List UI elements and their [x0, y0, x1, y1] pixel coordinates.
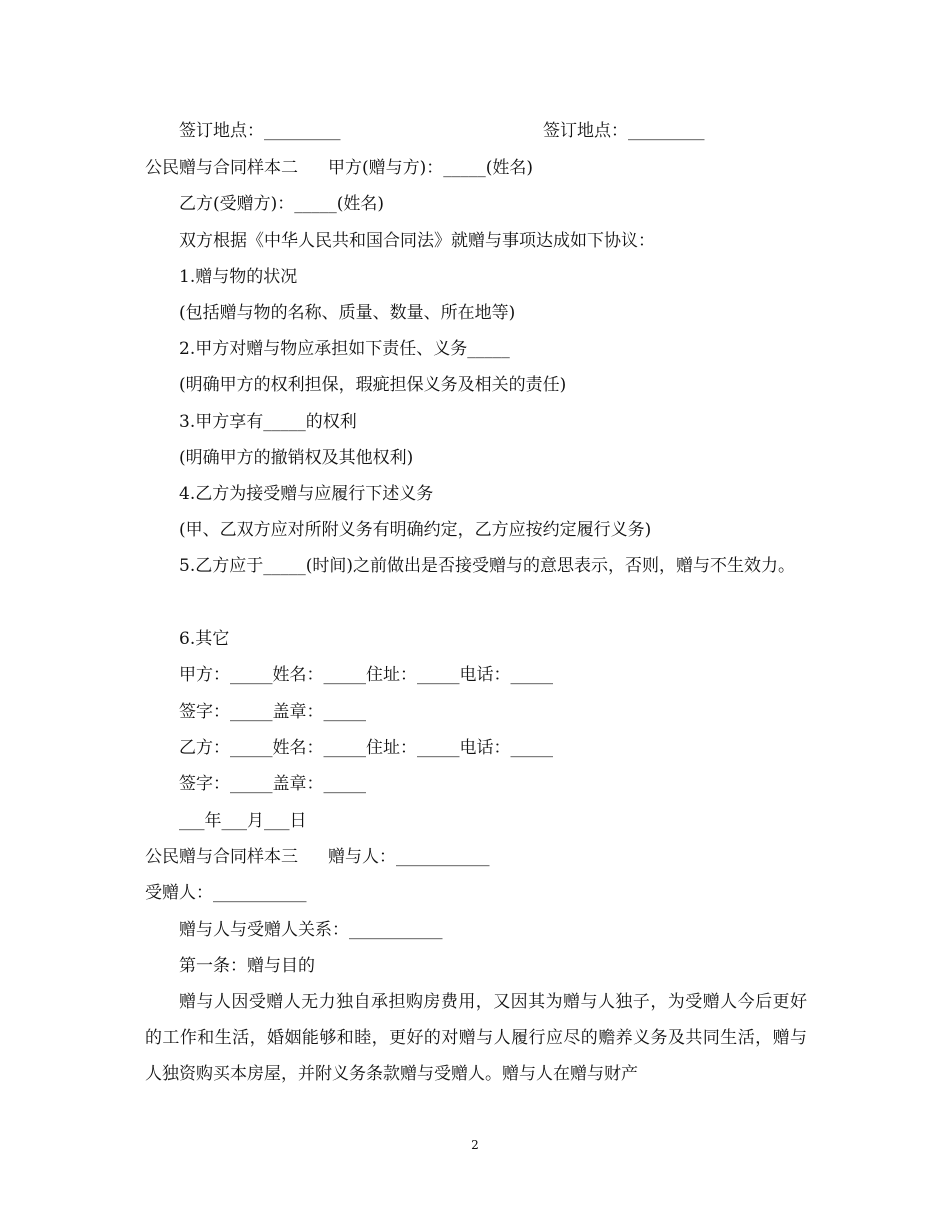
signing-place-left: 签订地点：_________: [179, 121, 341, 141]
page-number: 2: [471, 1138, 479, 1152]
sample-two-title: 公民赠与合同样本二: [145, 158, 298, 178]
relationship-field: 赠与人与受赠人关系：___________: [179, 920, 443, 940]
sample-three-title: 公民赠与合同样本三: [145, 847, 298, 867]
article-1-heading: 第一条：赠与目的: [179, 956, 315, 976]
clause-6-heading: 6.其它: [179, 629, 230, 649]
sample-three-heading-row: [145, 845, 825, 869]
party-a-donor: 甲方(赠与方)：_____(姓名): [328, 158, 534, 178]
donee-field: 受赠人：___________: [145, 883, 307, 903]
clause-1-note: (包括赠与物的名称、质量、数量、所在地等): [179, 303, 516, 323]
party-b-signature: 签字：_____盖章：_____: [179, 774, 366, 794]
party-b-details: 乙方：_____姓名：_____住址：_____电话：_____: [179, 738, 553, 758]
clause-2-note: (明确甲方的权利担保，瑕疵担保义务及相关的责任): [179, 375, 567, 395]
clause-4-heading: 4.乙方为接受赠与应履行下述义务: [179, 484, 434, 504]
signing-place-right: 签订地点：_________: [543, 121, 705, 141]
clause-4-note: (甲、乙双方应对所附义务有明确约定，乙方应按约定履行义务): [179, 520, 652, 540]
party-b-donee: 乙方(受赠方)：_____(姓名): [179, 194, 385, 214]
agreement-intro: 双方根据《中华人民共和国合同法》就赠与事项达成如下协议：: [179, 231, 655, 251]
clause-3-note: (明确甲方的撤销权及其他权利): [179, 448, 414, 468]
date-line: ___年___月___日: [179, 811, 307, 831]
clause-1-heading: 1.赠与物的状况: [179, 267, 298, 287]
article-1-paragraph: 赠与人因受赠人无力独自承担购房费用，又因其为赠与人独子，为受赠人今后更好的工作和生活，婚姻能够和睦，更好的对赠与人履行应尽的赡养义务及共同生活，赠与人独资购买本房屋，并附义务条款赠与受赠人。赠与人在赠与财产: [145, 992, 807, 1084]
clause-2-heading: 2.甲方对赠与物应承担如下责任、义务_____: [179, 339, 510, 359]
donor-field: 赠与人：___________: [328, 847, 490, 867]
party-a-signature: 签字：_____盖章：_____: [179, 702, 366, 722]
signing-place-row: [179, 119, 859, 143]
clause-5-paragraph: 5.乙方应于_____(时间)之前做出是否接受赠与的意思表示，否则，赠与不生效力。: [179, 556, 795, 576]
sample-two-heading-row: [145, 156, 825, 180]
party-a-details: 甲方：_____姓名：_____住址：_____电话：_____: [179, 665, 553, 685]
clause-3-heading: 3.甲方享有_____的权利: [179, 412, 357, 432]
